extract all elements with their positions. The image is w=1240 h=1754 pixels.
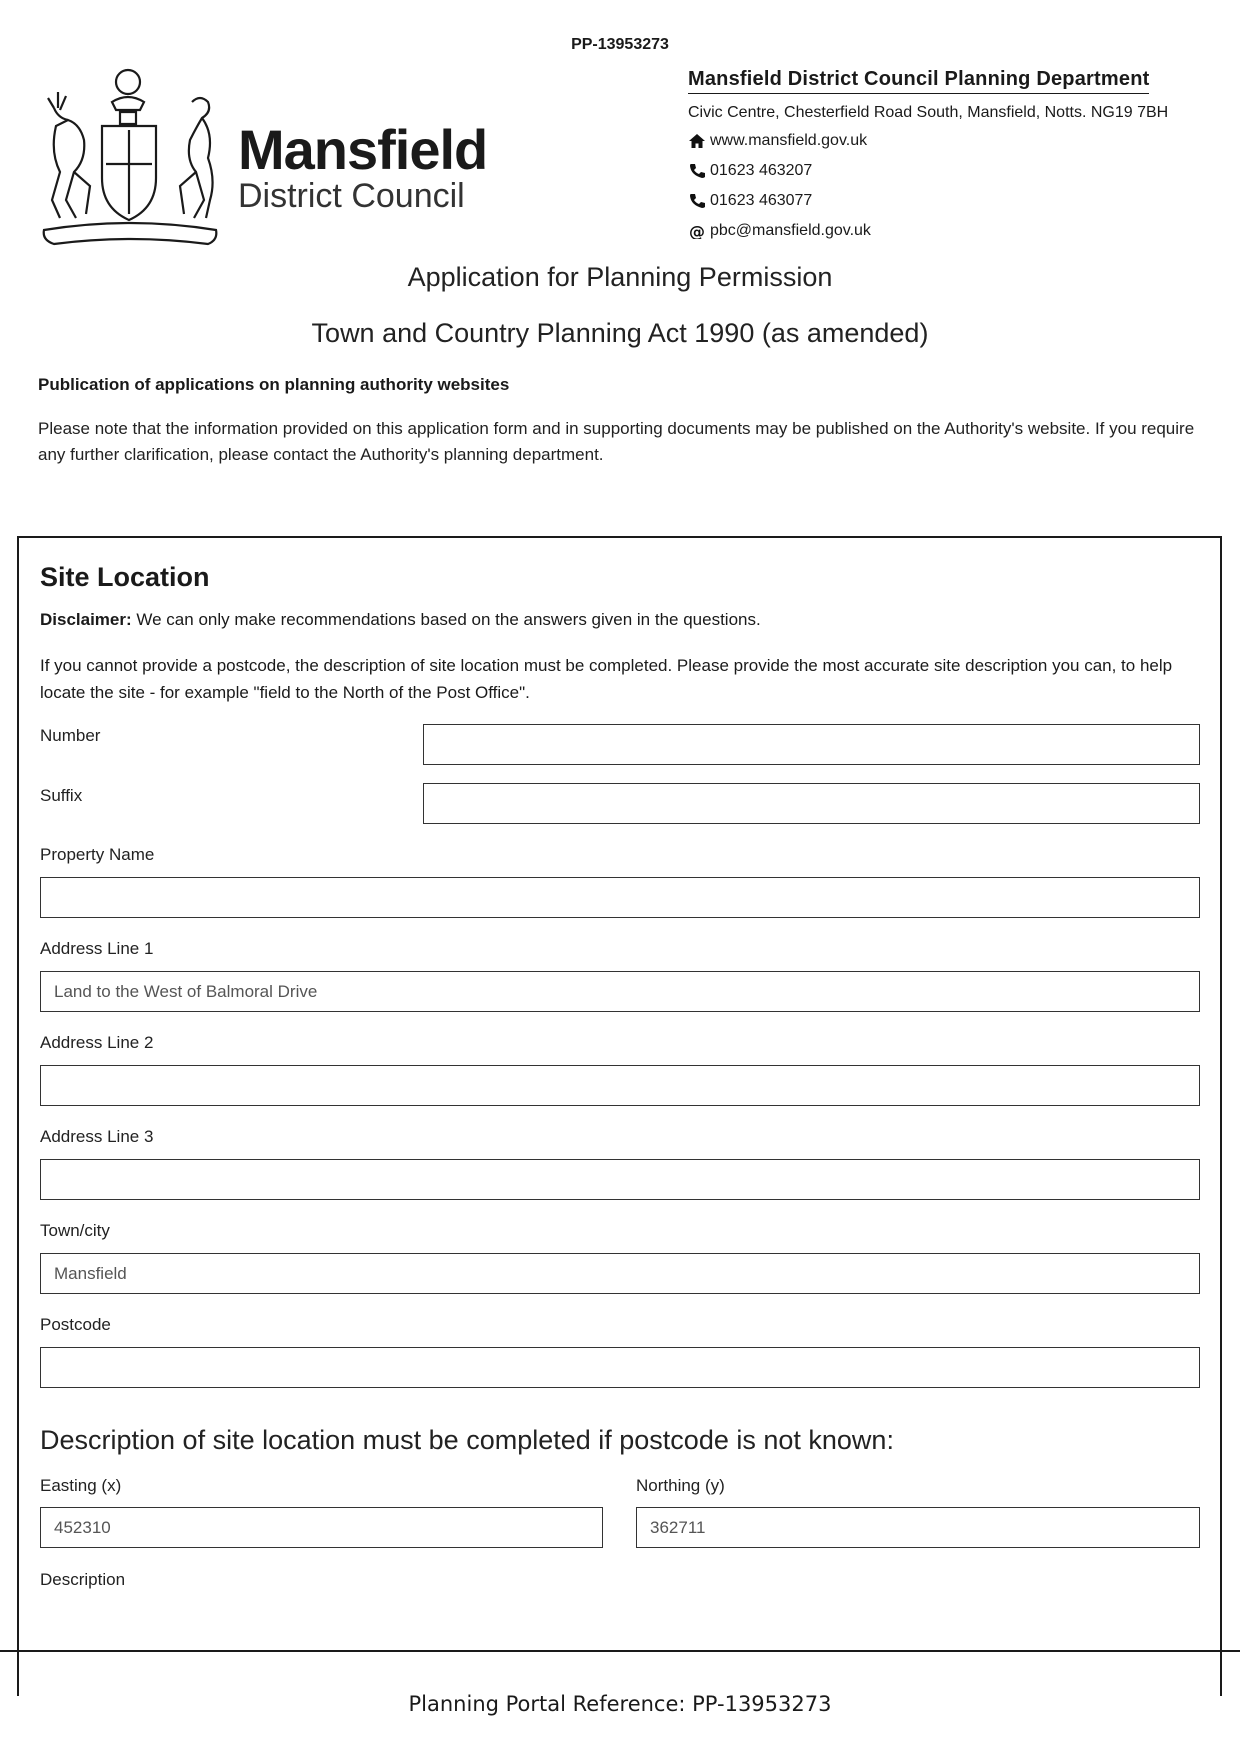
northing-label: Northing (y) — [636, 1476, 725, 1495]
council-subtitle: District Council — [238, 177, 465, 215]
suffix-input[interactable] — [423, 783, 1200, 824]
department-name: Mansfield District Council Planning Department — [688, 68, 1149, 94]
address-line-2-label: Address Line 2 — [40, 1033, 154, 1052]
phone-number-1[interactable]: 01623 463207 — [710, 162, 813, 179]
number-label: Number — [40, 726, 101, 745]
town-city-input[interactable]: Mansfield — [40, 1253, 1200, 1294]
phone-icon — [688, 163, 706, 179]
phone-icon — [688, 193, 706, 209]
home-icon — [688, 133, 706, 149]
reference-number: PP-13953273 — [571, 36, 669, 53]
address-line-3-label: Address Line 3 — [40, 1127, 154, 1146]
disclaimer — [40, 610, 761, 630]
email-link[interactable]: pbc@mansfield.gov.uk — [710, 222, 871, 239]
description-label: Description — [40, 1570, 126, 1589]
suffix-label: Suffix — [40, 786, 83, 805]
council-name: Mansfield — [238, 118, 488, 181]
form-title: Application for Planning Permission — [407, 262, 833, 292]
website-link[interactable]: www.mansfield.gov.uk — [710, 132, 868, 149]
department-address: Civic Centre, Chesterfield Road South, Mansfield, Notts. NG19 7BH — [688, 104, 1169, 121]
at-sign-icon — [688, 223, 706, 239]
phone-number-2[interactable]: 01623 463077 — [710, 192, 813, 209]
address-line-1-label: Address Line 1 — [40, 939, 154, 958]
easting-label: Easting (x) — [40, 1476, 122, 1495]
footer-reference: Planning Portal Reference: PP-13953273 — [408, 1692, 832, 1716]
publication-text: Please note that the information provided on this application form and in supporting documents may be published on the Authority's website. If you require any further clarification, please contact the Authority's planning department. — [38, 419, 1195, 464]
svg-text:@: @ — [689, 223, 705, 239]
section-title: Site Location — [40, 562, 210, 592]
address-line-1-input[interactable]: Land to the West of Balmoral Drive — [40, 971, 1200, 1012]
disclaimer-label: Disclaimer: — [40, 610, 132, 629]
property-name-input[interactable] — [40, 877, 1200, 918]
website-row — [688, 130, 1188, 152]
council-crest-logo — [40, 68, 226, 248]
disclaimer-text: We can only make recommendations based on the answers given in the questions. — [131, 610, 761, 629]
phone-row-2 — [688, 190, 1188, 212]
publication-heading: Publication of applications on planning authority websites — [38, 375, 510, 394]
northing-input[interactable]: 362711 — [636, 1507, 1200, 1548]
email-row — [688, 220, 1188, 242]
address-line-3-input[interactable] — [40, 1159, 1200, 1200]
description-heading: Description of site location must be completed if postcode is not known: — [40, 1425, 894, 1455]
act-title: Town and Country Planning Act 1990 (as amended) — [311, 318, 929, 348]
number-input[interactable] — [423, 724, 1200, 765]
address-line-2-input[interactable] — [40, 1065, 1200, 1106]
postcode-note: If you cannot provide a postcode, the description of site location must be completed. Please provide the most accurate site description you can, to help locate the site - for example "field to the North of the Post Office". — [40, 656, 1173, 702]
page-divider — [0, 1650, 1240, 1652]
town-city-label: Town/city — [40, 1221, 110, 1240]
contact-block — [688, 68, 1188, 242]
phone-row-1 — [688, 160, 1188, 182]
postcode-input[interactable] — [40, 1347, 1200, 1388]
easting-input[interactable]: 452310 — [40, 1507, 603, 1548]
postcode-label: Postcode — [40, 1315, 111, 1334]
property-name-label: Property Name — [40, 845, 155, 864]
